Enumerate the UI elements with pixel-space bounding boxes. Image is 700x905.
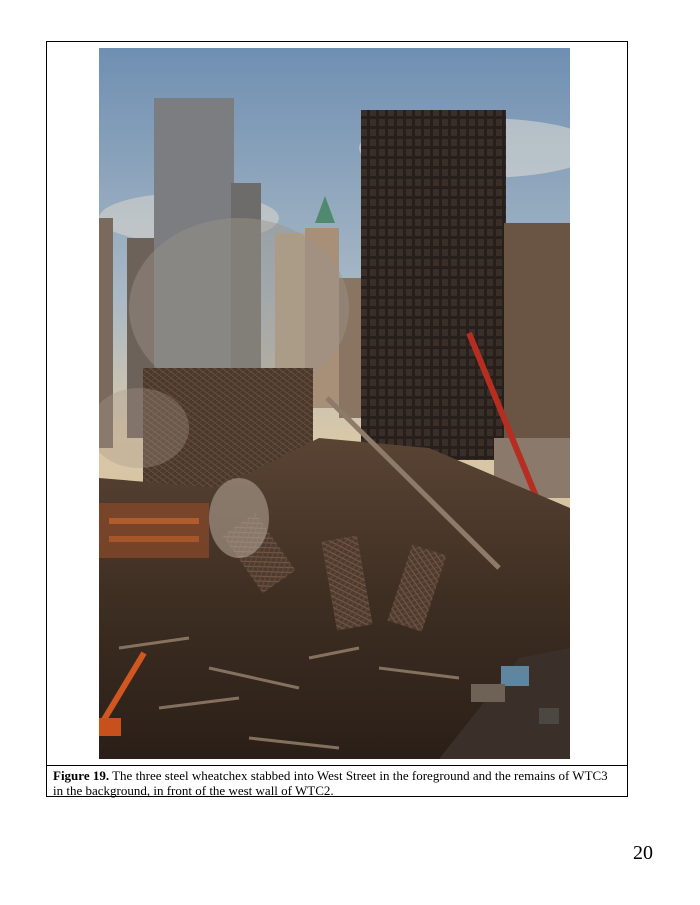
figure-frame [46,41,628,797]
figure-label: Figure 19. [53,768,110,783]
site-photograph [99,48,570,759]
figure-caption-text: The three steel wheatchex stabbed into West Street in the foreground and the remains of WTC3 in the background, in front of the west wall of WTC2. [53,768,608,798]
figure-caption [47,765,627,796]
page-number: 20 [633,842,653,864]
